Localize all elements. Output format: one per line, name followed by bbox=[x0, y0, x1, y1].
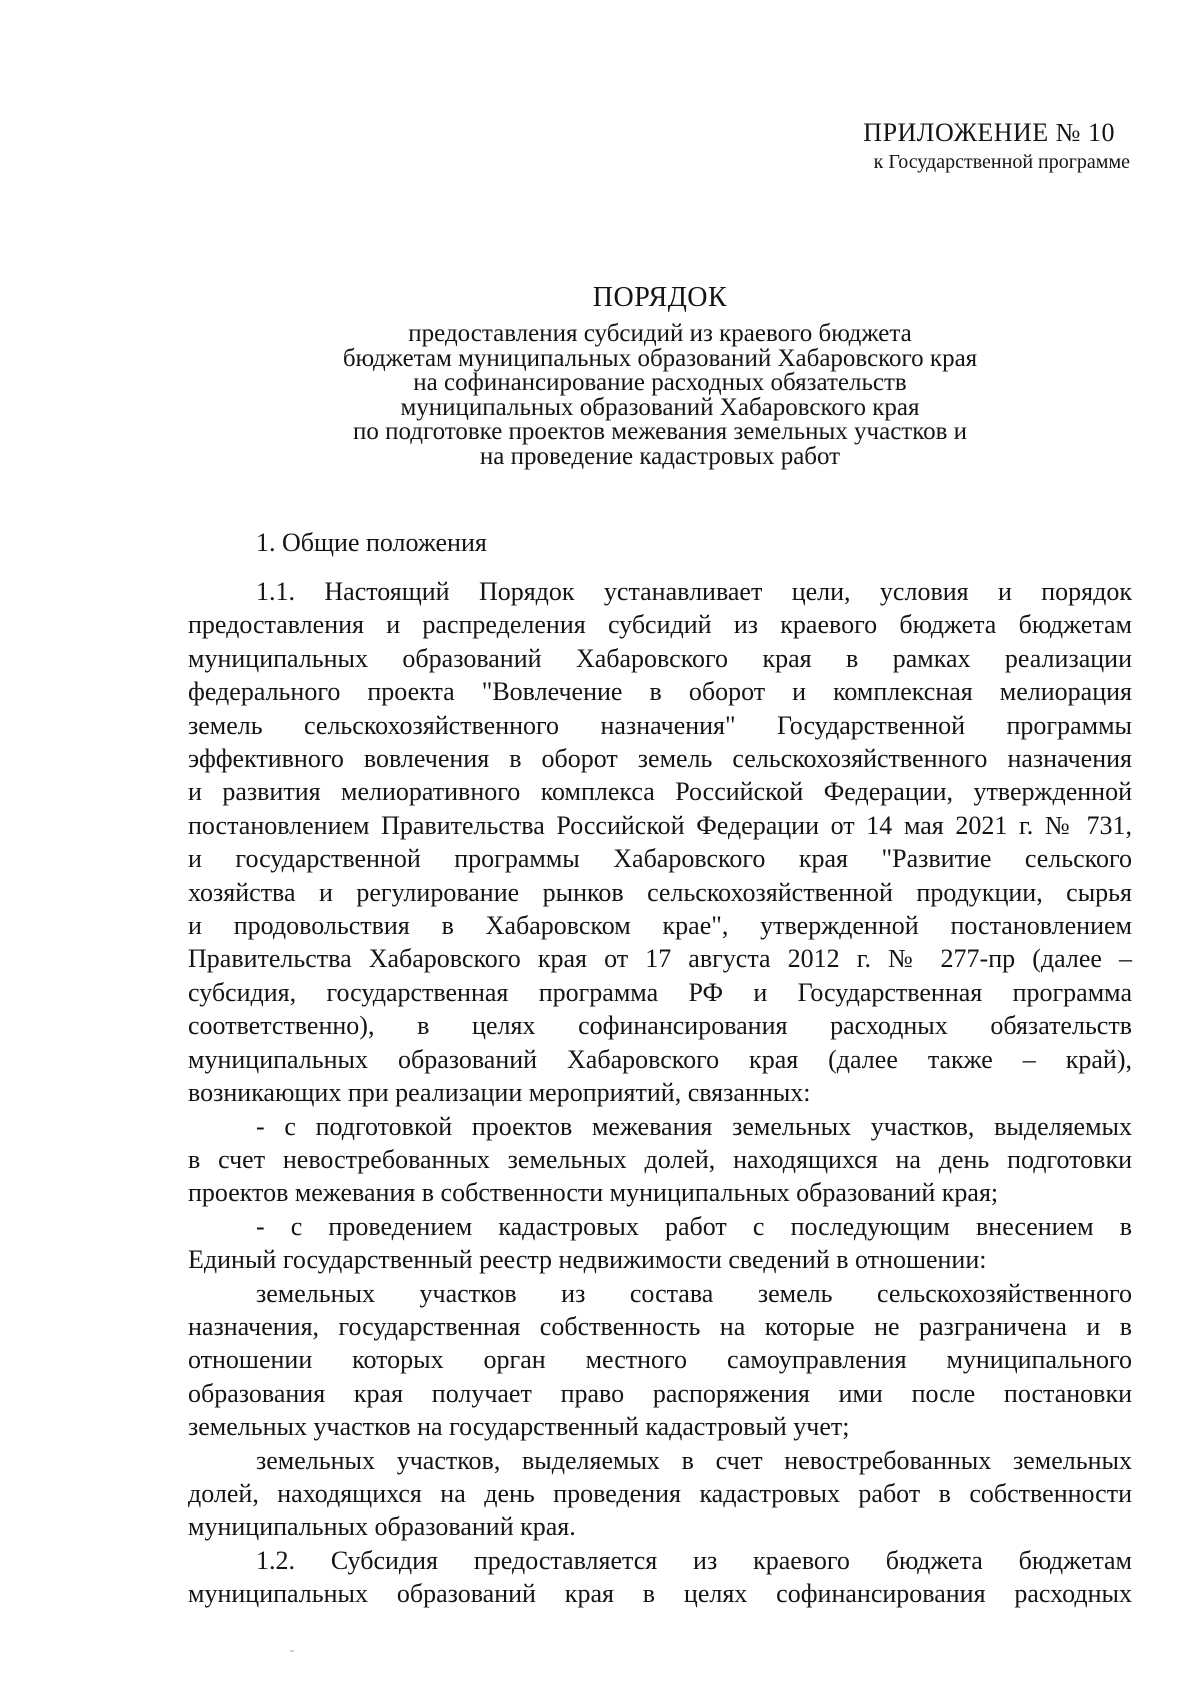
subtitle-line: на проведение кадастровых работ bbox=[479, 442, 841, 470]
body-line: постановлением Правительства Российской Федерации от 14 мая 2021 г. № 731, bbox=[188, 810, 1132, 840]
body-line: земельных участков из состава земель сельскохозяйственного bbox=[256, 1278, 1132, 1308]
document-subtitle bbox=[200, 322, 1120, 469]
subtitle-line: предоставления субсидий из краевого бюджета bbox=[408, 320, 912, 347]
subtitle-line: на софинансирование расходных обязательств bbox=[413, 369, 907, 396]
body-line: федерального проекта "Вовлечение в оборот и комплексная мелиорация bbox=[188, 677, 1132, 707]
body-line: земель сельскохозяйственного назначения" Государственной программы bbox=[188, 710, 1132, 740]
document-title: ПОРЯДОК bbox=[592, 282, 728, 313]
appendix-header bbox=[790, 118, 1130, 174]
body-line: Правительства Хабаровского края от 17 августа 2012 г. № 277-пр (далее – bbox=[188, 944, 1132, 974]
body-line: образования края получает право распоряжения ими после постановки bbox=[188, 1378, 1132, 1408]
document-body bbox=[188, 575, 1132, 1611]
body-line: - с проведением кадастровых работ с последующим внесением в bbox=[256, 1211, 1132, 1241]
body-line: отношении которых орган местного самоуправления муниципального bbox=[188, 1345, 1132, 1375]
body-line: муниципальных образований Хабаровского края (далее также – край), bbox=[188, 1044, 1132, 1074]
body-line: муниципальных образований края в целях софинансирования расходных bbox=[188, 1579, 1132, 1609]
body-line: в счет невостребованных земельных долей, находящихся на день подготовки bbox=[188, 1144, 1132, 1174]
scan-speck bbox=[290, 1650, 294, 1652]
body-line: земельных участков на государственный кадастровый учет; bbox=[188, 1412, 850, 1442]
body-line: и продовольствия в Хабаровском крае", утвержденной постановлением bbox=[188, 911, 1132, 941]
body-line: хозяйства и регулирование рынков сельскохозяйственной продукции, сырья bbox=[188, 877, 1132, 907]
subtitle-line: по подготовке проектов межевания земельных участков и bbox=[352, 418, 968, 445]
body-line: назначения, государственная собственность на которые не разграничена и в bbox=[188, 1311, 1132, 1341]
body-line: 1.2. Субсидия предоставляется из краевого бюджета бюджетам bbox=[256, 1545, 1132, 1575]
body-line: и развития мелиоративного комплекса Российской Федерации, утвержденной bbox=[188, 777, 1132, 807]
body-line: муниципальных образований Хабаровского края в рамках реализации bbox=[188, 643, 1132, 673]
body-line: муниципальных образований края. bbox=[188, 1512, 576, 1542]
body-line: и государственной программы Хабаровского края "Развитие сельского bbox=[188, 844, 1132, 874]
body-line: проектов межевания в собственности муниципальных образований края; bbox=[188, 1178, 999, 1208]
body-line: долей, находящихся на день проведения кадастровых работ в собственности bbox=[188, 1478, 1132, 1508]
body-line: земельных участков, выделяемых в счет невостребованных земельных bbox=[256, 1445, 1132, 1475]
body-line: соответственно), в целях софинансирования расходных обязательств bbox=[188, 1011, 1132, 1041]
body-line: субсидия, государственная программа РФ и Государственная программа bbox=[188, 977, 1132, 1007]
body-line: эффективного вовлечения в оборот земель сельскохозяйственного назначения bbox=[188, 744, 1132, 774]
body-line: предоставления и распределения субсидий из краевого бюджета бюджетам bbox=[188, 610, 1132, 640]
subtitle-line: бюджетам муниципальных образований Хабаровского края bbox=[342, 344, 978, 372]
body-line: - с подготовкой проектов межевания земельных участков, выделяемых bbox=[256, 1111, 1132, 1141]
appendix-reference: к Государственной программе bbox=[873, 151, 1130, 173]
appendix-number: ПРИЛОЖЕНИЕ № 10 bbox=[863, 118, 1115, 147]
body-line: возникающих при реализации мероприятий, связанных: bbox=[188, 1078, 811, 1108]
body-line: Единый государственный реестр недвижимости сведений в отношении: bbox=[188, 1245, 987, 1275]
subtitle-line: муниципальных образований Хабаровского края bbox=[400, 393, 920, 421]
section-heading: 1. Общие положения bbox=[256, 528, 487, 557]
body-line: 1.1. Настоящий Порядок устанавливает цели, условия и порядок bbox=[256, 577, 1132, 606]
